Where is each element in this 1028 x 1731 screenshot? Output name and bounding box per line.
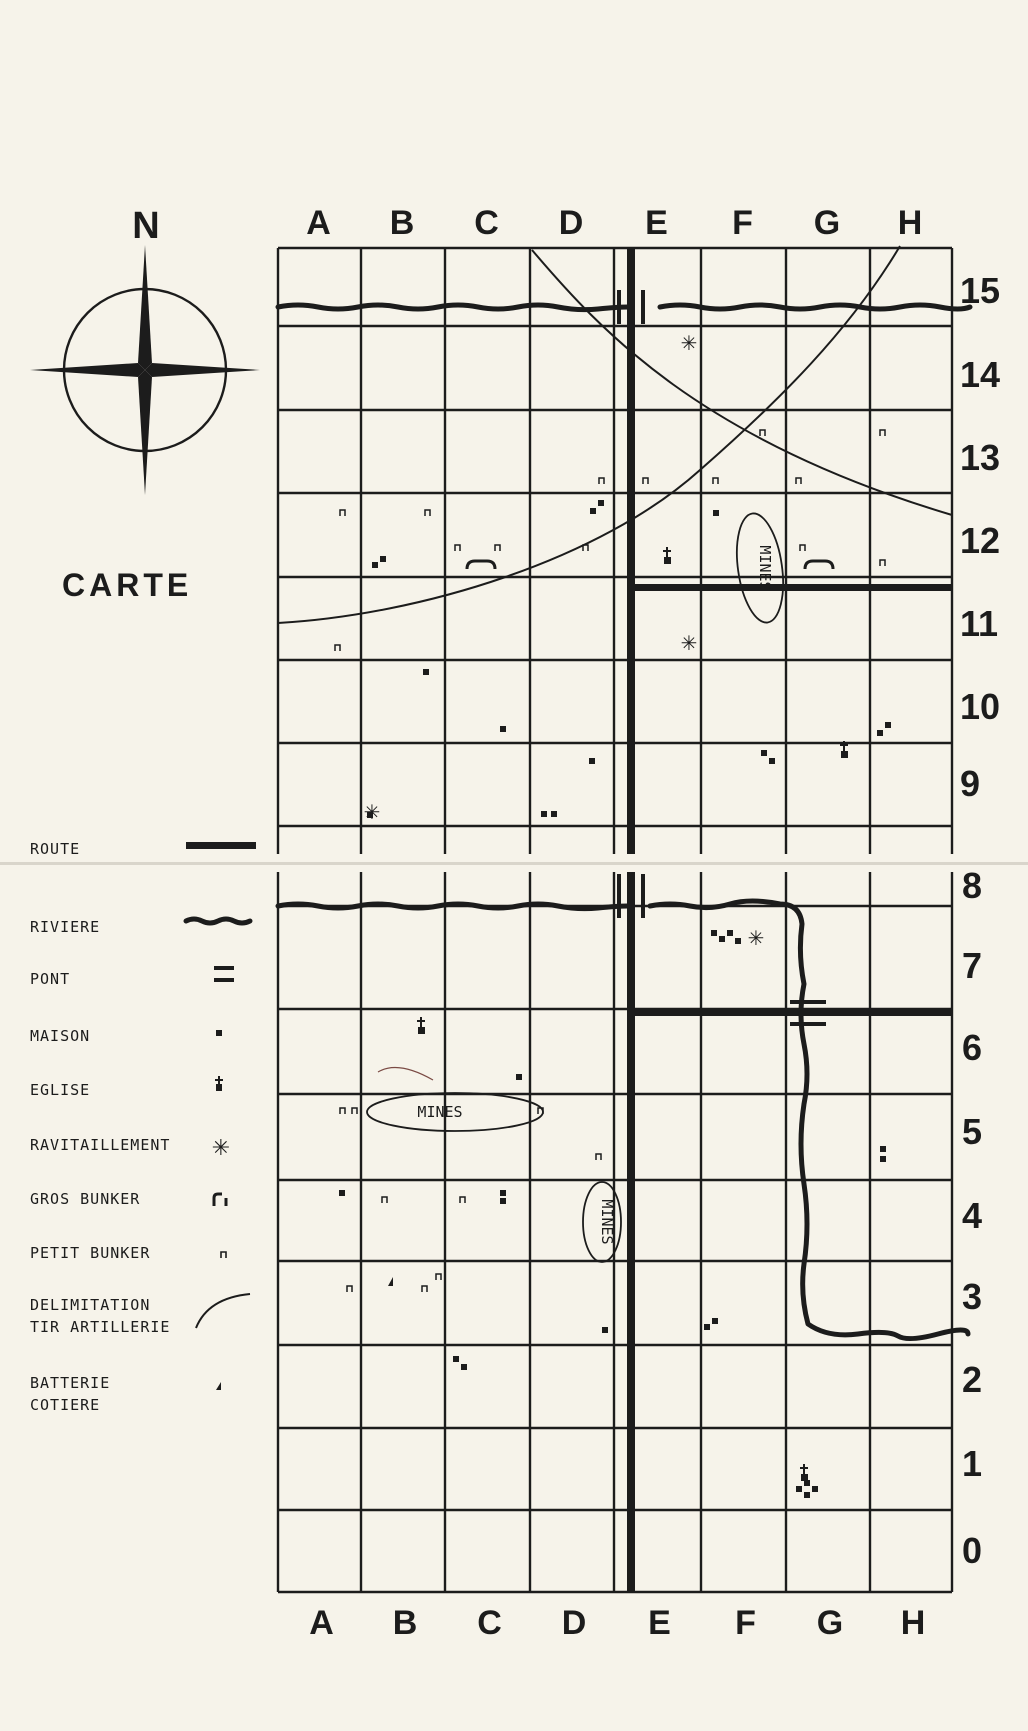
- small-bunker-icon: [713, 478, 718, 484]
- coastal-battery-symbol-icon: [216, 1382, 221, 1390]
- legend-label-artillery-1: DELIMITATION: [30, 1296, 151, 1314]
- house-icon: [704, 1324, 710, 1330]
- row-labels: [960, 270, 1000, 1571]
- small-bunker-icon: [340, 1108, 345, 1114]
- large-bunker-icon: [805, 561, 833, 569]
- house-icon: [804, 1492, 810, 1498]
- house-icon: [500, 726, 506, 732]
- small-bunker-icon: [880, 430, 885, 436]
- column-label-top: F: [732, 204, 753, 242]
- map-title: CARTE: [62, 567, 193, 603]
- legend-label-bridge: PONT: [30, 970, 71, 988]
- row-label: 1: [962, 1443, 983, 1484]
- small-bunker-icon: [347, 1286, 352, 1292]
- page-fold: [0, 862, 1028, 865]
- column-label-top: E: [645, 204, 668, 242]
- house-icon: [769, 758, 775, 764]
- house-icon: [372, 562, 378, 568]
- artillery-arc-2: [532, 250, 952, 515]
- row-label: 14: [960, 354, 1001, 395]
- house-icon: [877, 730, 883, 736]
- house-icon: [761, 750, 767, 756]
- house-icon: [727, 930, 733, 936]
- small-bunker-icon: [596, 1154, 601, 1160]
- house-icon: [880, 1156, 886, 1162]
- road-vertical-bottom: [627, 872, 635, 1592]
- row-label: 15: [960, 270, 1001, 311]
- mines-label-bottom: MINES: [417, 1103, 463, 1121]
- row-label: 6: [962, 1027, 983, 1068]
- mines-label-vertical: MINES: [598, 1199, 616, 1245]
- house-icon: [423, 669, 429, 675]
- column-label-bottom: H: [900, 1604, 926, 1642]
- river-symbol-icon: [186, 919, 250, 923]
- column-label-bottom: E: [648, 1604, 671, 1642]
- small-bunker-icon: [352, 1108, 357, 1114]
- bridge-symbol-icon: [214, 966, 234, 982]
- house-icon: [735, 938, 741, 944]
- row-label: 4: [962, 1195, 983, 1236]
- legend-label-large-bunker: GROS BUNKER: [30, 1190, 141, 1208]
- house-icon: [500, 1190, 506, 1196]
- small-bunker-icon: [460, 1197, 465, 1203]
- top-map-features: [278, 246, 970, 854]
- large-bunker-icon: [467, 561, 495, 569]
- house-icon: [589, 758, 595, 764]
- house-icon: [602, 1327, 608, 1333]
- column-label-top: D: [558, 204, 584, 242]
- house-icon: [711, 930, 717, 936]
- road-vertical-top: [627, 248, 635, 854]
- house-icon: [500, 1198, 506, 1204]
- church-icon: [663, 547, 671, 564]
- small-bunker-icon: [796, 478, 801, 484]
- small-bunker-icon: [800, 545, 805, 551]
- house-icon: [713, 510, 719, 516]
- church-icon: [800, 1464, 808, 1481]
- small-bunker-icon: [538, 1108, 543, 1114]
- column-label-bottom: C: [477, 1604, 502, 1642]
- legend-label-supply: RAVITAILLEMENT: [30, 1136, 171, 1154]
- pencil-mark: [378, 1068, 433, 1081]
- house-icon: [812, 1486, 818, 1492]
- house-icon: [551, 811, 557, 817]
- small-bunker-icon: [495, 545, 500, 551]
- small-bunker-icon: [382, 1197, 387, 1203]
- column-label-bottom: B: [392, 1604, 418, 1642]
- church-symbol-icon: [215, 1076, 223, 1091]
- north-label: N: [132, 205, 160, 247]
- column-label-bottom: F: [735, 1604, 756, 1642]
- supply-icon: ✳: [747, 926, 765, 950]
- small-bunker-icon: [436, 1274, 441, 1280]
- house-icon: [590, 508, 596, 514]
- house-icon: [461, 1364, 467, 1370]
- supply-icon: ✳: [363, 800, 381, 824]
- column-label-top: B: [389, 204, 415, 242]
- row-label: 0: [962, 1530, 983, 1571]
- road-horizontal-bottom: [635, 1009, 952, 1016]
- column-label-top: C: [474, 204, 499, 242]
- row-label: 3: [962, 1276, 983, 1317]
- column-labels-bottom: [309, 1604, 925, 1642]
- legend-label-route: ROUTE: [30, 840, 81, 858]
- legend-label-battery-1: BATTERIE: [30, 1374, 111, 1392]
- house-icon: [796, 1486, 802, 1492]
- legend-label-battery-2: COTIERE: [30, 1396, 101, 1414]
- supply-icon: ✳: [680, 631, 698, 655]
- small-bunker-icon: [425, 510, 430, 516]
- river-bottom-left: [278, 904, 628, 909]
- row-label: 11: [960, 603, 999, 644]
- house-icon: [541, 811, 547, 817]
- small-bunker-icon: [335, 645, 340, 651]
- house-icon: [598, 500, 604, 506]
- legend-label-small-bunker: PETIT BUNKER: [30, 1244, 151, 1262]
- small-bunker-icon: [583, 545, 588, 551]
- small-bunker-icon: [880, 560, 885, 566]
- row-label: 12: [960, 520, 1001, 561]
- legend-label-house: MAISON: [30, 1027, 91, 1045]
- column-label-bottom: D: [561, 1604, 587, 1642]
- small-bunker-icon: [422, 1286, 427, 1292]
- house-icon: [453, 1356, 459, 1362]
- legend-label-church: EGLISE: [30, 1081, 91, 1099]
- road-horizontal-top: [635, 584, 952, 591]
- small-bunker-icon: [643, 478, 648, 484]
- column-label-bottom: G: [816, 1604, 844, 1642]
- house-icon: [380, 556, 386, 562]
- house-icon: [719, 936, 725, 942]
- bottom-map-features: [278, 872, 968, 1592]
- large-bunker-symbol-icon: [214, 1194, 226, 1206]
- small-bunker-symbol-icon: [221, 1252, 226, 1258]
- supply-symbol-icon: ✳: [211, 1136, 231, 1161]
- house-icon: [516, 1074, 522, 1080]
- river-bottom-right: [650, 901, 968, 1339]
- legend: [30, 840, 256, 1414]
- row-label: 13: [960, 437, 1001, 478]
- river-top: [278, 305, 970, 310]
- row-label: 10: [960, 686, 1001, 727]
- column-labels-top: [306, 204, 922, 242]
- row-label: 2: [962, 1359, 983, 1400]
- coastal-battery-icon: [388, 1277, 393, 1286]
- house-icon: [339, 1190, 345, 1196]
- house-icon: [885, 722, 891, 728]
- column-label-top: A: [306, 204, 331, 242]
- house-icon: [880, 1146, 886, 1152]
- column-label-top: H: [897, 204, 923, 242]
- church-icon: [417, 1017, 425, 1034]
- row-label: 8: [962, 865, 983, 906]
- house-symbol-icon: [216, 1030, 222, 1036]
- legend-label-artillery-2: TIR ARTILLERIE: [30, 1318, 171, 1336]
- road-symbol-icon: [186, 842, 256, 849]
- legend-label-river: RIVIERE: [30, 918, 101, 936]
- small-bunker-icon: [340, 510, 345, 516]
- column-label-bottom: A: [309, 1604, 334, 1642]
- artillery-limit-symbol-icon: [196, 1294, 250, 1328]
- top-map-grid: [278, 248, 952, 854]
- small-bunker-icon: [599, 478, 604, 484]
- small-bunker-icon: [760, 430, 765, 436]
- column-label-top: G: [813, 204, 841, 242]
- row-label: 5: [962, 1111, 983, 1152]
- mines-label-top: MINES: [756, 545, 774, 591]
- compass-rose-icon: [30, 245, 260, 495]
- supply-icon: ✳: [680, 331, 698, 355]
- small-bunker-icon: [455, 545, 460, 551]
- house-icon: [712, 1318, 718, 1324]
- row-label: 9: [960, 763, 981, 804]
- row-label: 7: [962, 945, 983, 986]
